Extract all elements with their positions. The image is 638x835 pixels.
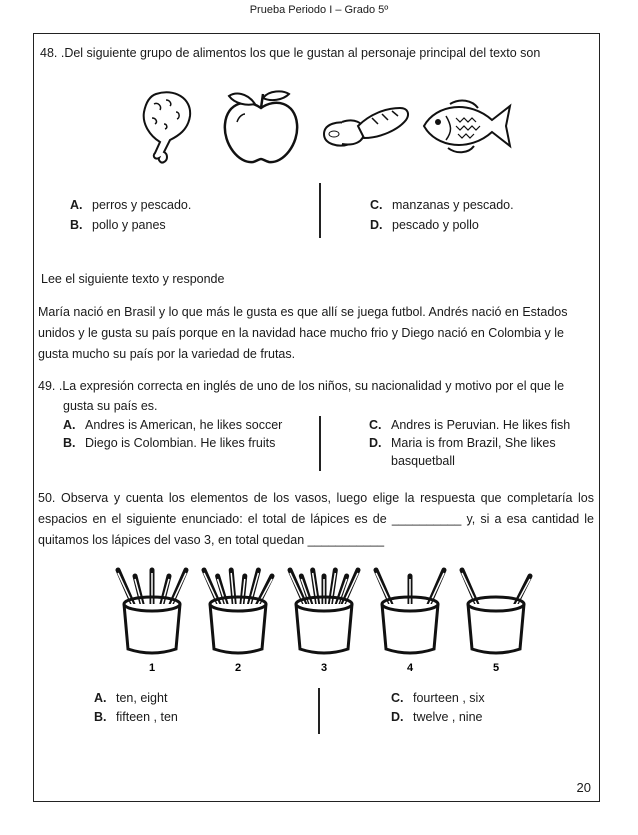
pencil-cup — [376, 570, 444, 674]
q49-option-b[interactable]: B. Diego is Colombian. He likes fruits — [63, 436, 276, 450]
q49-option-d[interactable]: D. Maria is from Brazil, She likes — [369, 436, 556, 450]
pencil-cup — [290, 570, 358, 674]
drumstick-icon — [134, 88, 204, 166]
q49-option-a[interactable]: A. Andres is American, he likes soccer — [63, 418, 283, 432]
q50-option-b[interactable]: B. fifteen , ten — [94, 710, 178, 724]
cup-label: 3 — [320, 662, 328, 674]
cup-label: 1 — [148, 662, 156, 674]
q50-option-d[interactable]: D. twelve , nine — [391, 710, 483, 724]
passage-line: María nació en Brasil y lo que más le gusta es que allí se juega futbol. Andrés nació en Estados — [38, 305, 568, 319]
q50-option-c[interactable]: C. fourteen , six — [391, 691, 485, 705]
q48-option-b[interactable]: B. pollo y panes — [70, 218, 166, 232]
q49-option-d-continued: basquetball — [391, 454, 455, 468]
reading-passage — [38, 302, 594, 365]
page-number: 20 — [576, 780, 591, 795]
passage-line: gusta mucho su país por la variedad de frutas. — [38, 347, 296, 361]
pencil-cup — [462, 570, 530, 674]
pencil-cup — [204, 570, 272, 674]
exam-frame — [33, 33, 600, 802]
divider — [319, 183, 321, 238]
passage-line: unidos y le gusta su país porque en la navidad hace mucho frio y Diego nació en Colombia y le — [38, 326, 565, 340]
q48-option-c[interactable]: C. manzanas y pescado. — [370, 198, 514, 212]
q50-option-a[interactable]: A. ten, eight — [94, 691, 168, 705]
reading-instruction: Lee el siguiente texto y responde — [41, 272, 225, 286]
q49-option-c[interactable]: C. Andres is Peruvian. He likes fish — [369, 418, 571, 432]
apple-icon — [217, 88, 305, 168]
page-header: Prueba Periodo I – Grado 5º — [249, 4, 389, 16]
q48-option-d[interactable]: D. pescado y pollo — [370, 218, 479, 232]
q48-option-a[interactable]: A. perros y pescado. — [70, 198, 192, 212]
pencil-cups-figure — [114, 564, 534, 674]
question-48-text: 48. .Del siguiente grupo de alimentos los que le gustan al personaje principal del texto son — [40, 46, 541, 60]
cup-label: 4 — [406, 662, 414, 674]
divider — [318, 688, 320, 734]
cup-label: 5 — [492, 662, 500, 674]
divider — [319, 416, 321, 471]
fish-icon — [418, 96, 518, 156]
pencil-cup — [118, 570, 186, 674]
question-49-text: 49. .La expresión correcta en inglés de uno de los niños, su nacionalidad y motivo por el que le gusta su país es. — [38, 379, 565, 413]
bread-icon — [320, 104, 412, 150]
question-50-text: 50. Observa y cuenta los elementos de los vasos, luego elige la respuesta que completaría los espacios en el siguiente enunciado: el total de lápices es de __________ y, si a esa cantidad le quitamos los lápices del vaso 3, en total quedan ___________ — [38, 491, 594, 547]
cup-label: 2 — [234, 662, 242, 674]
